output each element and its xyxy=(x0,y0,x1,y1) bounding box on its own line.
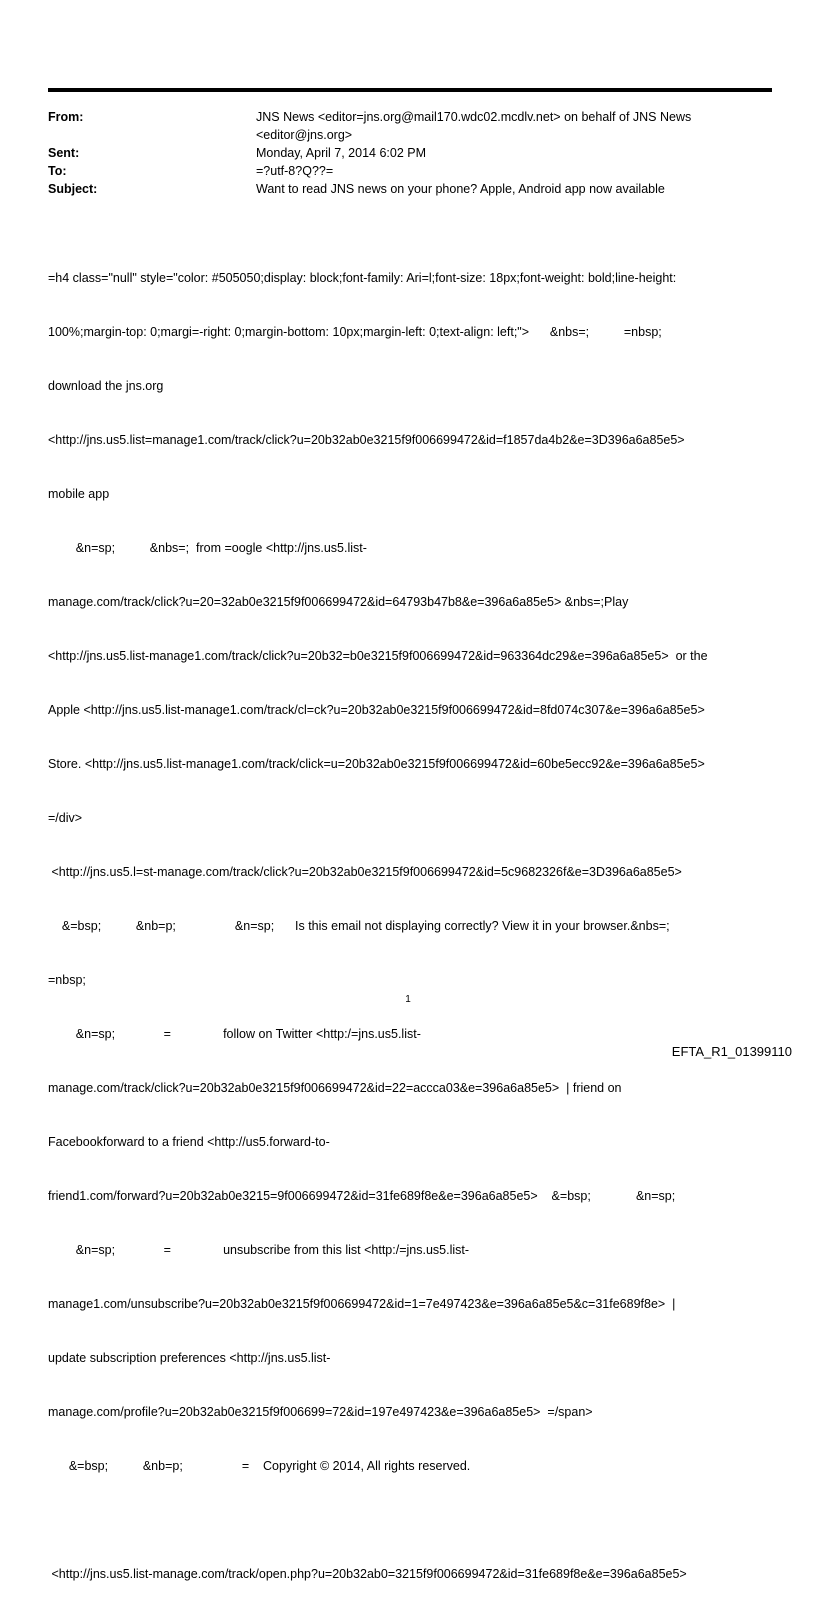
body-line: Facebookforward to a friend <http://us5.forward-to- xyxy=(48,1135,330,1149)
body-line: &n=sp; = unsubscribe from this list <http:/=jns.us5.list- xyxy=(48,1243,470,1257)
body-line: Store. <http://jns.us5.list-manage1.com/track/click=u=20b32ab0e3215f9f006699472&id=60be5ecc92&e=396a6a85e5> xyxy=(48,757,705,771)
body-line: manage1.com/unsubscribe?u=20b32ab0e3215f9f006699472&id=1=7e497423&e=396a6a85e5&c=31fe689f8e> | xyxy=(48,1297,676,1311)
header-divider xyxy=(48,88,772,92)
body-line: <http://jns.us5.list-manage1.com/track/click?u=20b32=b0e3215f9f006699472&id=963364dc29&e=396a6a85e5> or the xyxy=(48,649,708,663)
body-line: mobile app xyxy=(48,487,110,501)
body-line: friend1.com/forward?u=20b32ab0e3215=9f006699472&id=31fe689f8e&e=396a6a85e5> &=bsp; &n=sp; xyxy=(48,1189,676,1203)
email-header xyxy=(48,108,772,198)
bates-number: EFTA_R1_01399110 xyxy=(671,1044,792,1059)
body-line: =h4 class="null" style="color: #505050;display: block;font-family: Ari=l;font-size: 18px;font-weight: bold;line-height: xyxy=(48,271,677,285)
body-line: Apple <http://jns.us5.list-manage1.com/track/cl=ck?u=20b32ab0e3215f9f006699472&id=8fd074c307&e=396a6a85e5> xyxy=(48,703,705,717)
body-line: <http://jns.us5.l=st-manage.com/track/click?u=20b32ab0e3215f9f006699472&id=5c9682326f&e=3D396a6a85e5> xyxy=(48,865,682,879)
body-line: manage.com/track/click?u=20=32ab0e3215f9f006699472&id=64793b47b8&e=396a6a85e5> &nbs=;Play xyxy=(48,595,629,609)
to-value: =?utf-8?Q??= xyxy=(256,164,334,178)
body-line: <http://jns.us5.list=manage1.com/track/click?u=20b32ab0e3215f9f006699472&id=f1857da4b2&e=3D396a6a85e5> xyxy=(48,433,685,447)
body-line: <http://jns.us5.list-manage.com/track/open.php?u=20b32ab0=3215f9f006699472&id=31fe689f8e&e=396a6a85e5> xyxy=(48,1567,687,1581)
body-line: &=bsp; &nb=p; = Copyright © 2014, All rights reserved. xyxy=(48,1459,471,1473)
body-line: manage.com/track/click?u=20b32ab0e3215f9f006699472&id=22=accca03&e=396a6a85e5> | friend on xyxy=(48,1081,622,1095)
body-line: update subscription preferences <http://jns.us5.list- xyxy=(48,1351,331,1365)
from-value-line2: <editor@jns.org> xyxy=(256,128,353,142)
page-number: 1 xyxy=(405,994,411,1005)
to-row xyxy=(48,162,772,180)
subject-value: Want to read JNS news on your phone? Apple, Android app now available xyxy=(256,182,665,196)
from-value xyxy=(256,108,772,144)
email-body xyxy=(48,233,772,1601)
body-line: manage.com/profile?u=20b32ab0e3215f9f006699=72&id=197e497423&e=396a6a85e5> =/span> xyxy=(48,1405,593,1419)
to-label: To: xyxy=(48,164,67,178)
sent-value: Monday, April 7, 2014 6:02 PM xyxy=(256,146,427,160)
body-line: =/div> xyxy=(48,811,83,825)
sent-label: Sent: xyxy=(48,146,80,160)
body-line: =nbsp; xyxy=(48,973,86,987)
body-line: &=bsp; &nb=p; &n=sp; Is this email not displaying correctly? View it in your browser.&nbs=; xyxy=(48,919,670,933)
body-line: 100%;margin-top: 0;margi=-right: 0;margin-bottom: 10px;margin-left: 0;text-align: left;"> &nbs=; =nbsp; xyxy=(48,325,662,339)
from-row xyxy=(48,108,772,144)
subject-row xyxy=(48,180,772,198)
body-line: &n=sp; = follow on Twitter <http:/=jns.us5.list- xyxy=(48,1027,421,1041)
sent-row xyxy=(48,144,772,162)
body-line: download the jns.org xyxy=(48,379,164,393)
body-line xyxy=(48,1511,772,1529)
from-value-line1: JNS News <editor=jns.org@mail170.wdc02.mcdlv.net> on behalf of JNS News xyxy=(256,110,692,124)
from-label: From: xyxy=(48,110,84,124)
body-line: &n=sp; &nbs=; from =oogle <http://jns.us5.list- xyxy=(48,541,367,555)
subject-label: Subject: xyxy=(48,182,98,196)
